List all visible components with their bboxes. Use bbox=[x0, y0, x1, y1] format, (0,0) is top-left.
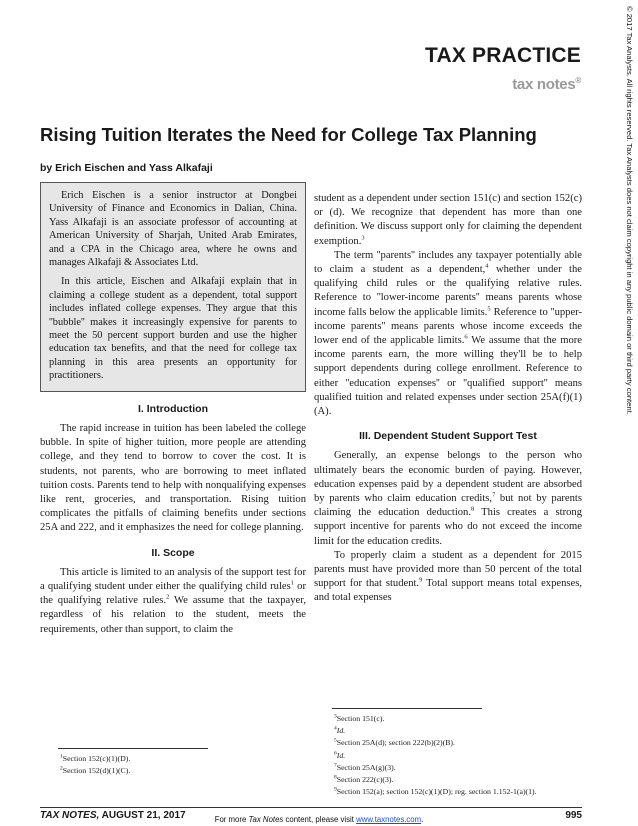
byline: by Erich Eischen and Yass Alkafaji bbox=[40, 162, 213, 174]
support-paragraph: Generally, an expense belongs to the person who ultimately bears the economic burden of paying. However, education expenses paid by a dependent student are absorbed by parents who claim education credits,$^7$ but not by parents claiming the education deduction.$^8$ This creates a strong support incentive for parents who do not exceed the income limit for the education credits. bbox=[314, 450, 582, 547]
scope-continuation: student as a dependent under section 151(c) and section 152(c) or (d). We recognize that dependent has more than one definition. We discuss support only for claiming the dependent exemption.$^3$ bbox=[314, 193, 582, 247]
footnote: $^5$Section 25A(d); section 222(b)(2)(B). bbox=[334, 737, 455, 748]
footnote-ref: 3 bbox=[361, 234, 365, 242]
intro-paragraph: The rapid increase in tuition has been labeled the college bubble. In spite of higher tuition, more people are attending college, and they tend to borrow to cover the cost. It is students, not parents, who are borrowing to meet inflated tuition costs. Parents tend to help with nonqualifying expenses like rent, groceries, and transportation. Rising tuition complicates the pitfalls of claiming benefits under sections 25A and 222, and it emphasizes the need for college planning. bbox=[40, 422, 306, 534]
article-summary: In this article, Eischen and Alkafaji explain that in claiming a college student as a dependent, total support includes inflated college expenses. They argue that this ''bubble'' makes it increasingly expensive for parents to meet the 50 percent support burden and use the higher education tax benefits, and that the need for college tax planning in this area presents an opportunity for practitioners. bbox=[49, 276, 297, 382]
footer-rule bbox=[40, 807, 582, 808]
footnote-ref: 6 bbox=[464, 333, 468, 341]
taxnotes-link[interactable]: www.taxnotes.com bbox=[356, 815, 422, 824]
footnote: $^1$Section 152(c)(1)(D). bbox=[60, 753, 131, 763]
footnote: $^8$Section 222(c)(3). bbox=[334, 774, 394, 785]
copyright-text: © 2017 Tax Analysts. All rights reserved. Tax Analysts does not claim copyright in any public domain or third party content. bbox=[625, 6, 634, 415]
claim-paragraph: To properly claim a student as a dependent for 2015 parents must have provided more than 50 percent of the total support for that student.$^9$ Total support means total expenses, and total expenses bbox=[314, 549, 582, 604]
section-title: TAX PRACTICE bbox=[424, 44, 581, 67]
heading-introduction: I. Introduction bbox=[138, 402, 208, 415]
author-abstract-box bbox=[40, 182, 306, 392]
footnote-ref: 4 bbox=[485, 262, 489, 270]
author-bio: Erich Eischen is a senior instructor at Dongbei University of Finance and Economics in Dalian, China. Yass Alkafaji is an associate professor of accounting at American University of Sharjah, United Arab Emirates, and a CPA in the Chicago area, where he owns and manages Alkafaji & Associates Ltd. bbox=[49, 190, 297, 269]
footnote-rule bbox=[332, 708, 482, 709]
copyright-notice bbox=[622, 6, 636, 512]
footnote-ref: 1 bbox=[290, 579, 294, 587]
footnote-ref: 7 bbox=[492, 491, 496, 499]
terms-paragraph: The term ''parents'' includes any taxpayer potentially able to claim a student as a dependent,$^4$ whether under the qualifying child rules or the qualifying relative rules. Reference to ''lower-income parents'' means parents whose income falls below the applicable limits.$^5$ Reference to ''upper-income parents'' means parents whose income exceeds the lower end of the applicable limits.$^6$ We assume that the more income parents earn, the more willing they'll be to help support dependents during college enrollment. Reference to either ''education expenses'' or ''qualified support'' means qualified tuition and related expenses under section 25A(f)(1)(A). bbox=[314, 249, 583, 418]
article-title: Rising Tuition Iterates the Need for College Tax Planning bbox=[40, 124, 537, 145]
footnote: $^9$Section 152(a); section 152(c)(1)(D); reg. section 1.152-1(a)(1). bbox=[334, 786, 537, 797]
brand-name: tax notes bbox=[512, 76, 576, 93]
heading-scope: II. Scope bbox=[151, 546, 195, 559]
footnote: $^3$Section 151(c). bbox=[334, 713, 385, 723]
footnote-ref: 2 bbox=[166, 593, 170, 601]
scope-paragraph: This article is limited to an analysis of the support test for a qualifying student under either the qualifying child rules$^1$ or the qualifying relative rules.$^2$ We assume that the taxpayer, regardless of his relation to the student, meets the requirements, other than support, to claim the bbox=[40, 566, 307, 635]
footnote: $^6$Id. bbox=[334, 750, 346, 760]
footnote-ref: 5 bbox=[487, 305, 491, 313]
footnote: $^2$Section 152(d)(1)(C). bbox=[60, 765, 131, 776]
brand-logo bbox=[512, 76, 581, 93]
footer-publication: TAX NOTES, AUGUST 21, 2017 bbox=[40, 810, 186, 821]
heading-dependent-support-test: III. Dependent Student Support Test bbox=[359, 430, 537, 443]
footnotes-left bbox=[58, 748, 278, 777]
registered-mark: ® bbox=[575, 76, 581, 85]
promo-line: For more Tax Notes content, please visit www.taxnotes.com. bbox=[214, 815, 424, 824]
footnote-rule bbox=[58, 748, 208, 749]
footnotes-right bbox=[332, 708, 582, 798]
page-number: 995 bbox=[565, 810, 582, 821]
footnote-ref: 9 bbox=[419, 576, 423, 584]
footnote: $^4$Id. bbox=[334, 725, 346, 736]
left-column bbox=[40, 182, 306, 637]
footnote-ref: 8 bbox=[471, 505, 475, 513]
footnote: $^7$Section 25A(g)(3). bbox=[334, 762, 396, 772]
right-column bbox=[314, 192, 582, 606]
